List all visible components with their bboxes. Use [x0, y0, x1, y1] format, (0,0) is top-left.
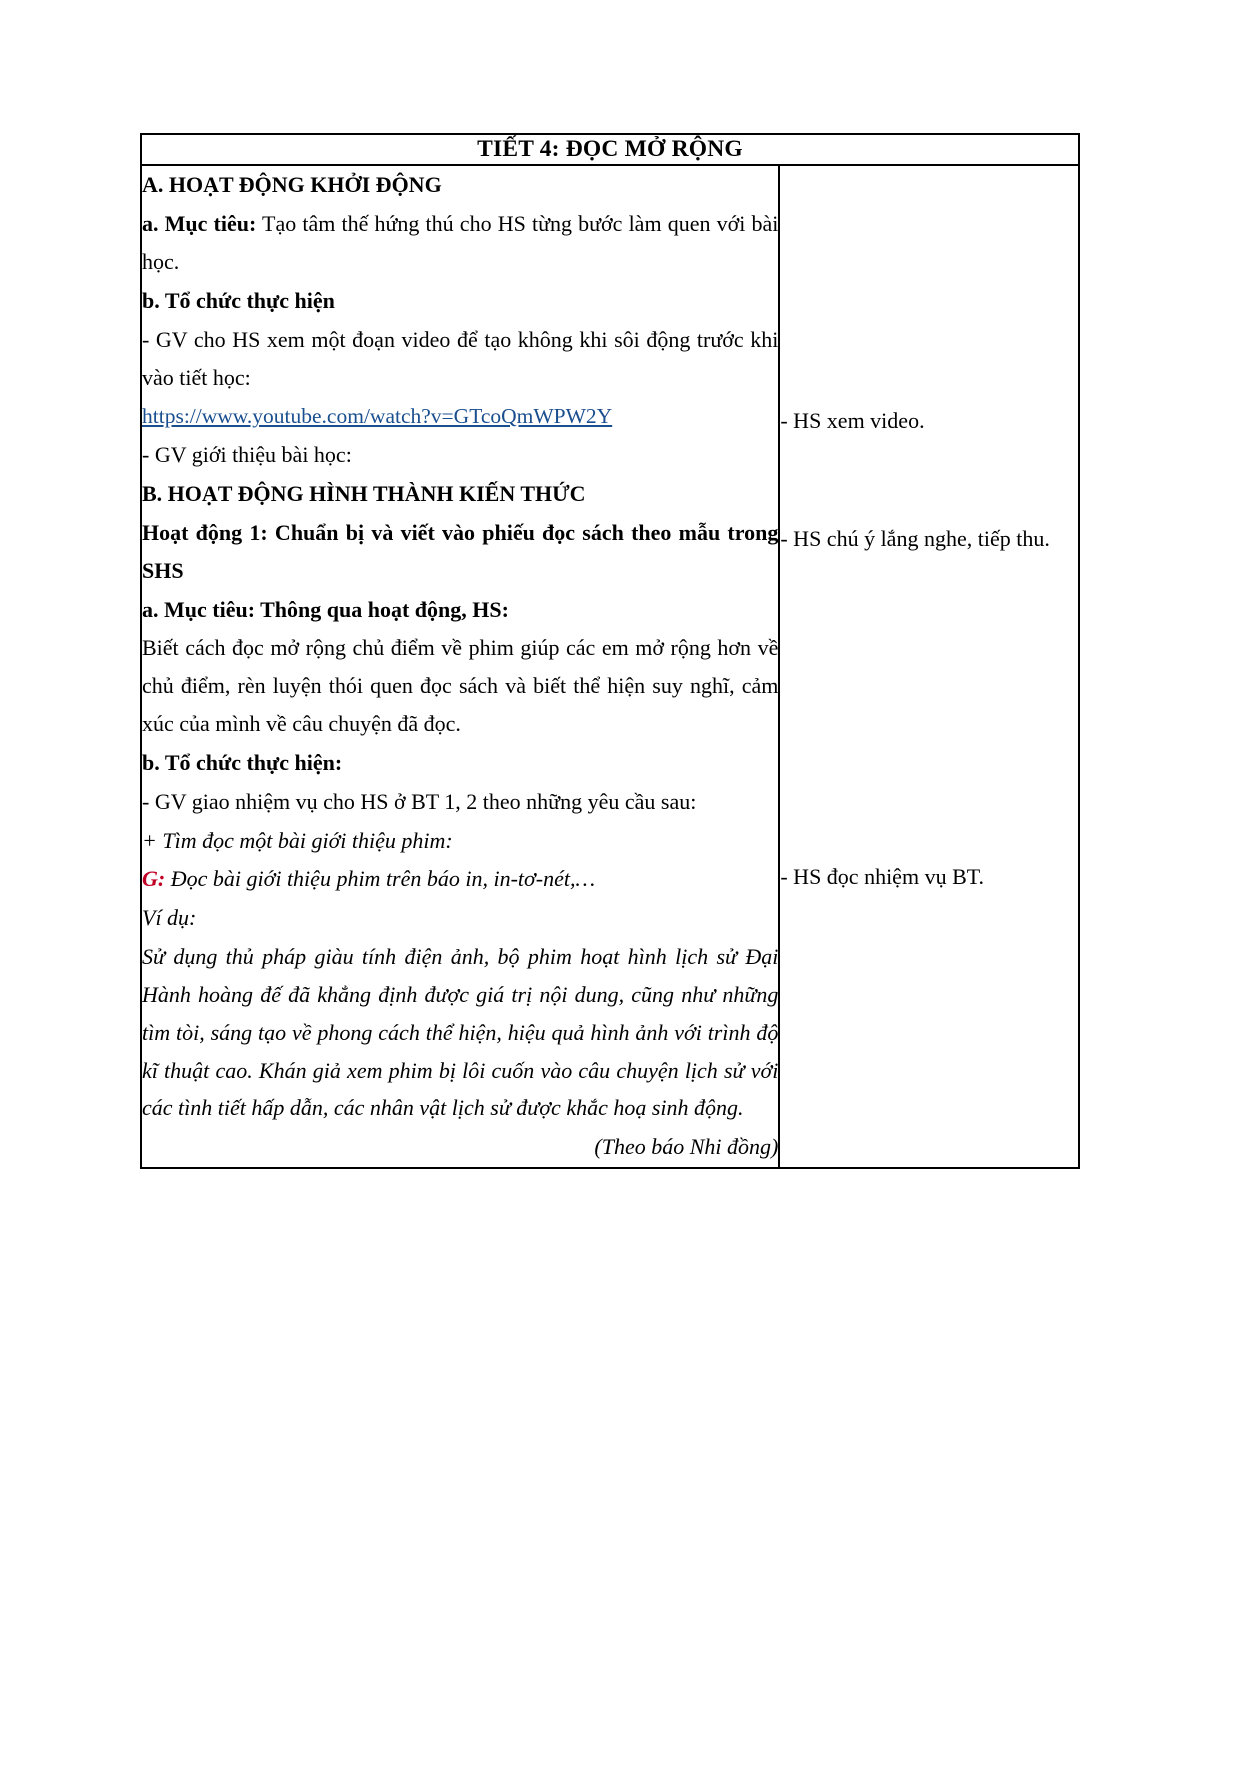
paragraph-muc-tieu-a — [142, 205, 778, 281]
youtube-link[interactable]: https://www.youtube.com/watch?v=GTcoQmWPW2Y — [142, 404, 613, 429]
page-title: TIẾT 4: ĐỌC MỞ RỘNG — [477, 136, 743, 162]
teacher-activity-column — [141, 165, 779, 1168]
heading-section-a: A. HOẠT ĐỘNG KHỞI ĐỘNG — [142, 172, 442, 198]
paragraph-hd1-muc-tieu-body: Biết cách đọc mở rộng chủ điểm về phim giúp các em mở rộng hơn về chủ điểm, rèn luyện thói quen đọc sách và biết thể hiện suy nghĩ, cảm xúc của mình về câu chuyện đã đọc. — [142, 635, 779, 737]
paragraph-gv-video: - GV cho HS xem một đoạn video để tạo không khi sôi động trước khi vào tiết học: — [142, 326, 779, 390]
label-muc-tieu: a. Mục tiêu: — [142, 211, 257, 237]
paragraph-g-goi-y — [142, 860, 778, 898]
table-row-title — [141, 134, 1079, 165]
table-row-body — [141, 165, 1079, 1168]
spacer-top — [780, 166, 1078, 402]
lesson-plan-table — [140, 133, 1080, 1169]
label-vi-du: Ví dụ: — [142, 905, 197, 931]
heading-section-b: B. HOẠT ĐỘNG HÌNH THÀNH KIẾN THỨC — [142, 481, 586, 507]
paragraph-video-link — [142, 397, 778, 435]
paragraph-gv-gioi-thieu: - GV giới thiệu bài học: — [142, 442, 352, 468]
text-g-goi-y: Đọc bài giới thiệu phim trên báo in, in-tơ-nét,… — [165, 866, 596, 892]
heading-hd1-to-chuc: b. Tổ chức thực hiện: — [142, 749, 343, 775]
text-vi-du-source: (Theo báo Nhi đồng) — [594, 1134, 779, 1160]
student-note-read-task: - HS đọc nhiệm vụ BT. — [780, 864, 985, 890]
student-activity-column — [779, 165, 1079, 1168]
heading-to-chuc-thuc-hien-a: b. Tổ chức thực hiện — [142, 287, 335, 313]
paragraph-gv-giao-nhiem-vu: - GV giao nhiệm vụ cho HS ở BT 1, 2 theo những yêu cầu sau: — [142, 788, 697, 814]
paragraph-vi-du-body: Sử dụng thủ pháp giàu tính điện ảnh, bộ phim hoạt hình lịch sử Đại Hành hoàng đế đã khẳng định được giá trị nội dung, cũng như những tìm tòi, sáng tạo về phong cách thể hiện, hiệu quả hình ảnh với trình độ kĩ thuật cao. Khán giả xem phim bị lôi cuốn vào câu chuyện lịch sử với các tình tiết hấp dẫn, các nhân vật lịch sử được khắc hoạ sinh động. — [142, 944, 779, 1121]
heading-hd1-muc-tieu: a. Mục tiêu: Thông qua hoạt động, HS: — [142, 596, 509, 622]
heading-hoat-dong-1: Hoạt động 1: Chuẩn bị và viết vào phiếu đọc sách theo mẫu trong SHS — [142, 519, 779, 583]
title-cell — [141, 134, 1079, 165]
label-g-marker: G: — [142, 866, 166, 892]
text-muc-tieu: Tạo tâm thế hứng thú cho HS từng bước làm quen với bài học. — [142, 211, 779, 275]
student-note-watch-video: - HS xem video. — [780, 408, 925, 434]
spacer-middle-1 — [780, 440, 1078, 520]
spacer-middle-2 — [780, 558, 1078, 858]
student-note-listen: - HS chú ý lắng nghe, tiếp thu. — [780, 526, 1050, 552]
paragraph-bt-tim-doc: + Tìm đọc một bài giới thiệu phim: — [142, 827, 453, 853]
